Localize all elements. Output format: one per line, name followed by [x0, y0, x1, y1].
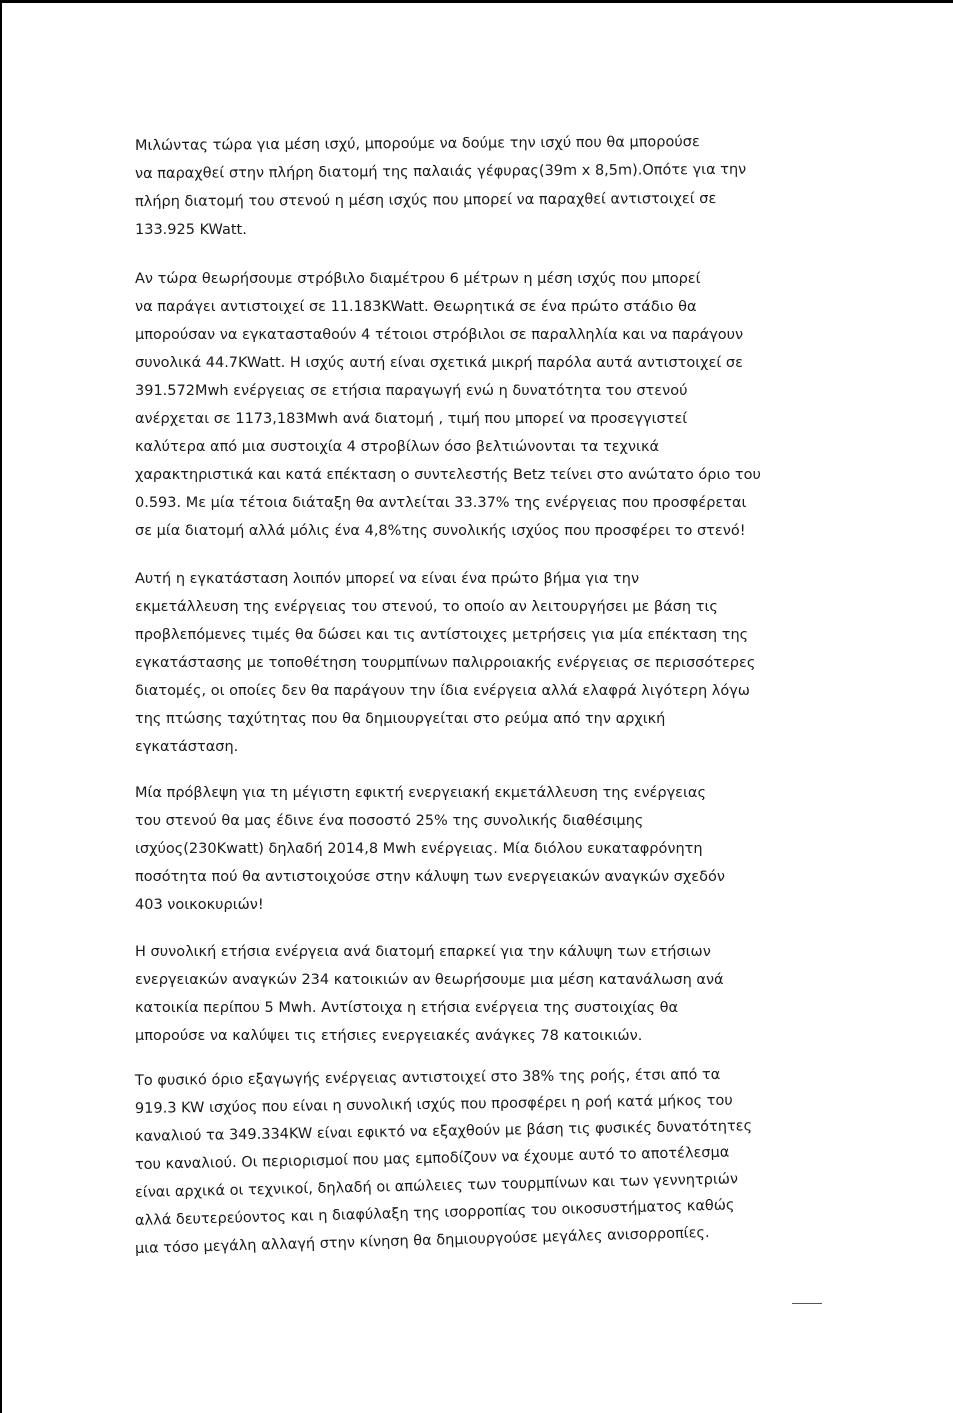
paragraph-physical-limit	[135, 1067, 825, 1263]
text-line: της πτώσης ταχύτητας που θα δημιουργείται στο ρεύμα από την αρχική	[135, 711, 666, 727]
text-line: Η συνολική ετήσια ενέργεια ανά διατομή επαρκεί για την κάλυψη των ετήσιων	[135, 944, 711, 960]
text-line: ανέρχεται σε 1173,183Mwh ανά διατομή , τιμή που μπορεί να προσεγγιστεί	[135, 411, 688, 427]
text-line: να παράγει αντιστοιχεί σε 11.183KWatt. Θεωρητικά σε ένα πρώτο στάδιο θα	[135, 299, 697, 315]
text-line: μπορούσαν να εγκατασταθούν 4 τέτοιοι στρόβιλοι σε παραλληλία και να παράγουν	[135, 327, 744, 343]
text-line: 0.593. Με μία τέτοια διάταξη θα αντλείται 33.37% της ενέργειας που προσφέρεται	[135, 495, 747, 511]
paragraph-households	[135, 938, 825, 1050]
text-line: χαρακτηριστικά και κατά επέκταση ο συντελεστής Betz τείνει στο ανώτατο όριο του	[135, 467, 761, 483]
text-line: προβλεπόμενες τιμές θα δώσει και τις αντίστοιχες μετρήσεις για μία επέκταση της	[135, 627, 749, 643]
text-line: εγκατάστασης με τοποθέτηση τουρμπίνων παλιρροιακής ενέργειας σε περισσότερες	[135, 655, 756, 671]
text-line: 919.3 KW ισχύος που είναι η συνολική ισχύς που προσφέρει η ροή κατά μήκος του	[134, 1092, 733, 1117]
text-line: 403 νοικοκυριών!	[135, 897, 264, 913]
text-line: μια τόσο μεγάλη αλλαγή στην κίνηση θα δημιουργούσε μεγάλες ανισορροπίες.	[134, 1224, 710, 1257]
text-line: μπορούσε να καλύψει τις ετήσιες ενεργειακές ανάγκες 78 κατοικιών.	[135, 1028, 643, 1044]
text-line: σε μία διατομή αλλά μόλις ένα 4,8%της συνολικής ισχύος που προσφέρει το στενό!	[135, 523, 746, 539]
text-line: Αν τώρα θεωρήσουμε στρόβιλο διαμέτρου 6 μέτρων η μέση ισχύς που μπορεί	[135, 271, 701, 287]
text-line: διατομές, οι οποίες δεν θα παράγουν την ίδια ενέργεια αλλά ελαφρά λιγότερη λόγω	[135, 683, 750, 699]
paragraph-mean-power	[135, 132, 825, 244]
paragraph-turbine-estimate	[135, 265, 825, 545]
scan-mark	[792, 1303, 822, 1304]
text-line: Μιλώντας τώρα για μέση ισχύ, μπορούμε να δούμε την ισχύ που θα μπορούσε	[134, 134, 700, 154]
text-line: Μία πρόβλεψη για τη μέγιστη εφικτή ενεργειακή εκμετάλλευση της ενέργειας	[135, 785, 706, 801]
text-line: ποσότητα πού θα αντιστοιχούσε στην κάλυψη των ενεργειακών αναγκών σχεδόν	[135, 869, 725, 885]
text-line: εγκατάσταση.	[135, 739, 239, 755]
text-line: 133.925 KWatt.	[135, 222, 247, 238]
text-line: του καναλιού. Οι περιορισμοί που μας εμποδίζουν να έχουμε αυτό το αποτέλεσμα	[134, 1144, 730, 1173]
text-line: Το φυσικό όριο εξαγωγής ενέργειας αντιστοιχεί στο 38% της ροής, έτσι από τα	[134, 1066, 721, 1089]
text-line: του στενού θα μας έδινε ένα ποσοστό 25% της συνολικής διαθέσιμης	[135, 813, 644, 829]
text-line: πλήρη διατομή του στενού η μέση ισχύς που μπορεί να παραχθεί αντιστοιχεί σε	[134, 190, 717, 210]
text-line: κατοικία περίπου 5 Mwh. Αντίστοιχα η ετήσια ενέργεια της συστοιχίας θα	[135, 1000, 679, 1016]
paragraph-installation-first-step	[135, 565, 825, 761]
text-line: 391.572Mwh ενέργειας σε ετήσια παραγωγή ενώ η δυνατότητα του στενού	[135, 383, 688, 399]
text-line: Αυτή η εγκατάσταση λοιπόν μπορεί να είναι ένα πρώτο βήμα για την	[135, 571, 640, 587]
text-line: να παραχθεί στην πλήρη διατομή της παλαιάς γέφυρας(39m x 8,5m).Οπότε για την	[134, 161, 747, 182]
text-line: καλύτερα από μια συστοιχία 4 στροβίλων όσο βελτιώνονται τα τεχνικά	[135, 439, 660, 455]
text-line: καναλιού τα 349.334KW είναι εφικτό να εξαχθούν με βάση τις φυσικές δυνατότητες	[134, 1118, 753, 1145]
text-line: είναι αρχικά οι τεχνικοί, δηλαδή οι απώλειες των τουρμπίνων και των γεννητριών	[134, 1171, 739, 1201]
text-line: αλλά δευτερεύοντος και η διαφύλαξη της ισορροπίας του οικοσυστήματος καθώς	[134, 1197, 735, 1229]
text-line: συνολικά 44.7KWatt. Η ισχύς αυτή είναι σχετικά μικρή παρόλα αυτά αντιστοιχεί σε	[135, 355, 743, 371]
text-line: εκμετάλλευση της ενέργειας του στενού, το οποίο αν λειτουργήσει με βάση τις	[135, 599, 718, 615]
text-line: ισχύος(230Kwatt) δηλαδή 2014,8 Mwh ενέργειας. Μία διόλου ευκαταφρόνητη	[135, 841, 703, 857]
text-line: ενεργειακών αναγκών 234 κατοικιών αν θεωρήσουμε μια μέση κατανάλωση ανά	[135, 972, 724, 988]
paragraph-max-exploitation	[135, 779, 825, 919]
